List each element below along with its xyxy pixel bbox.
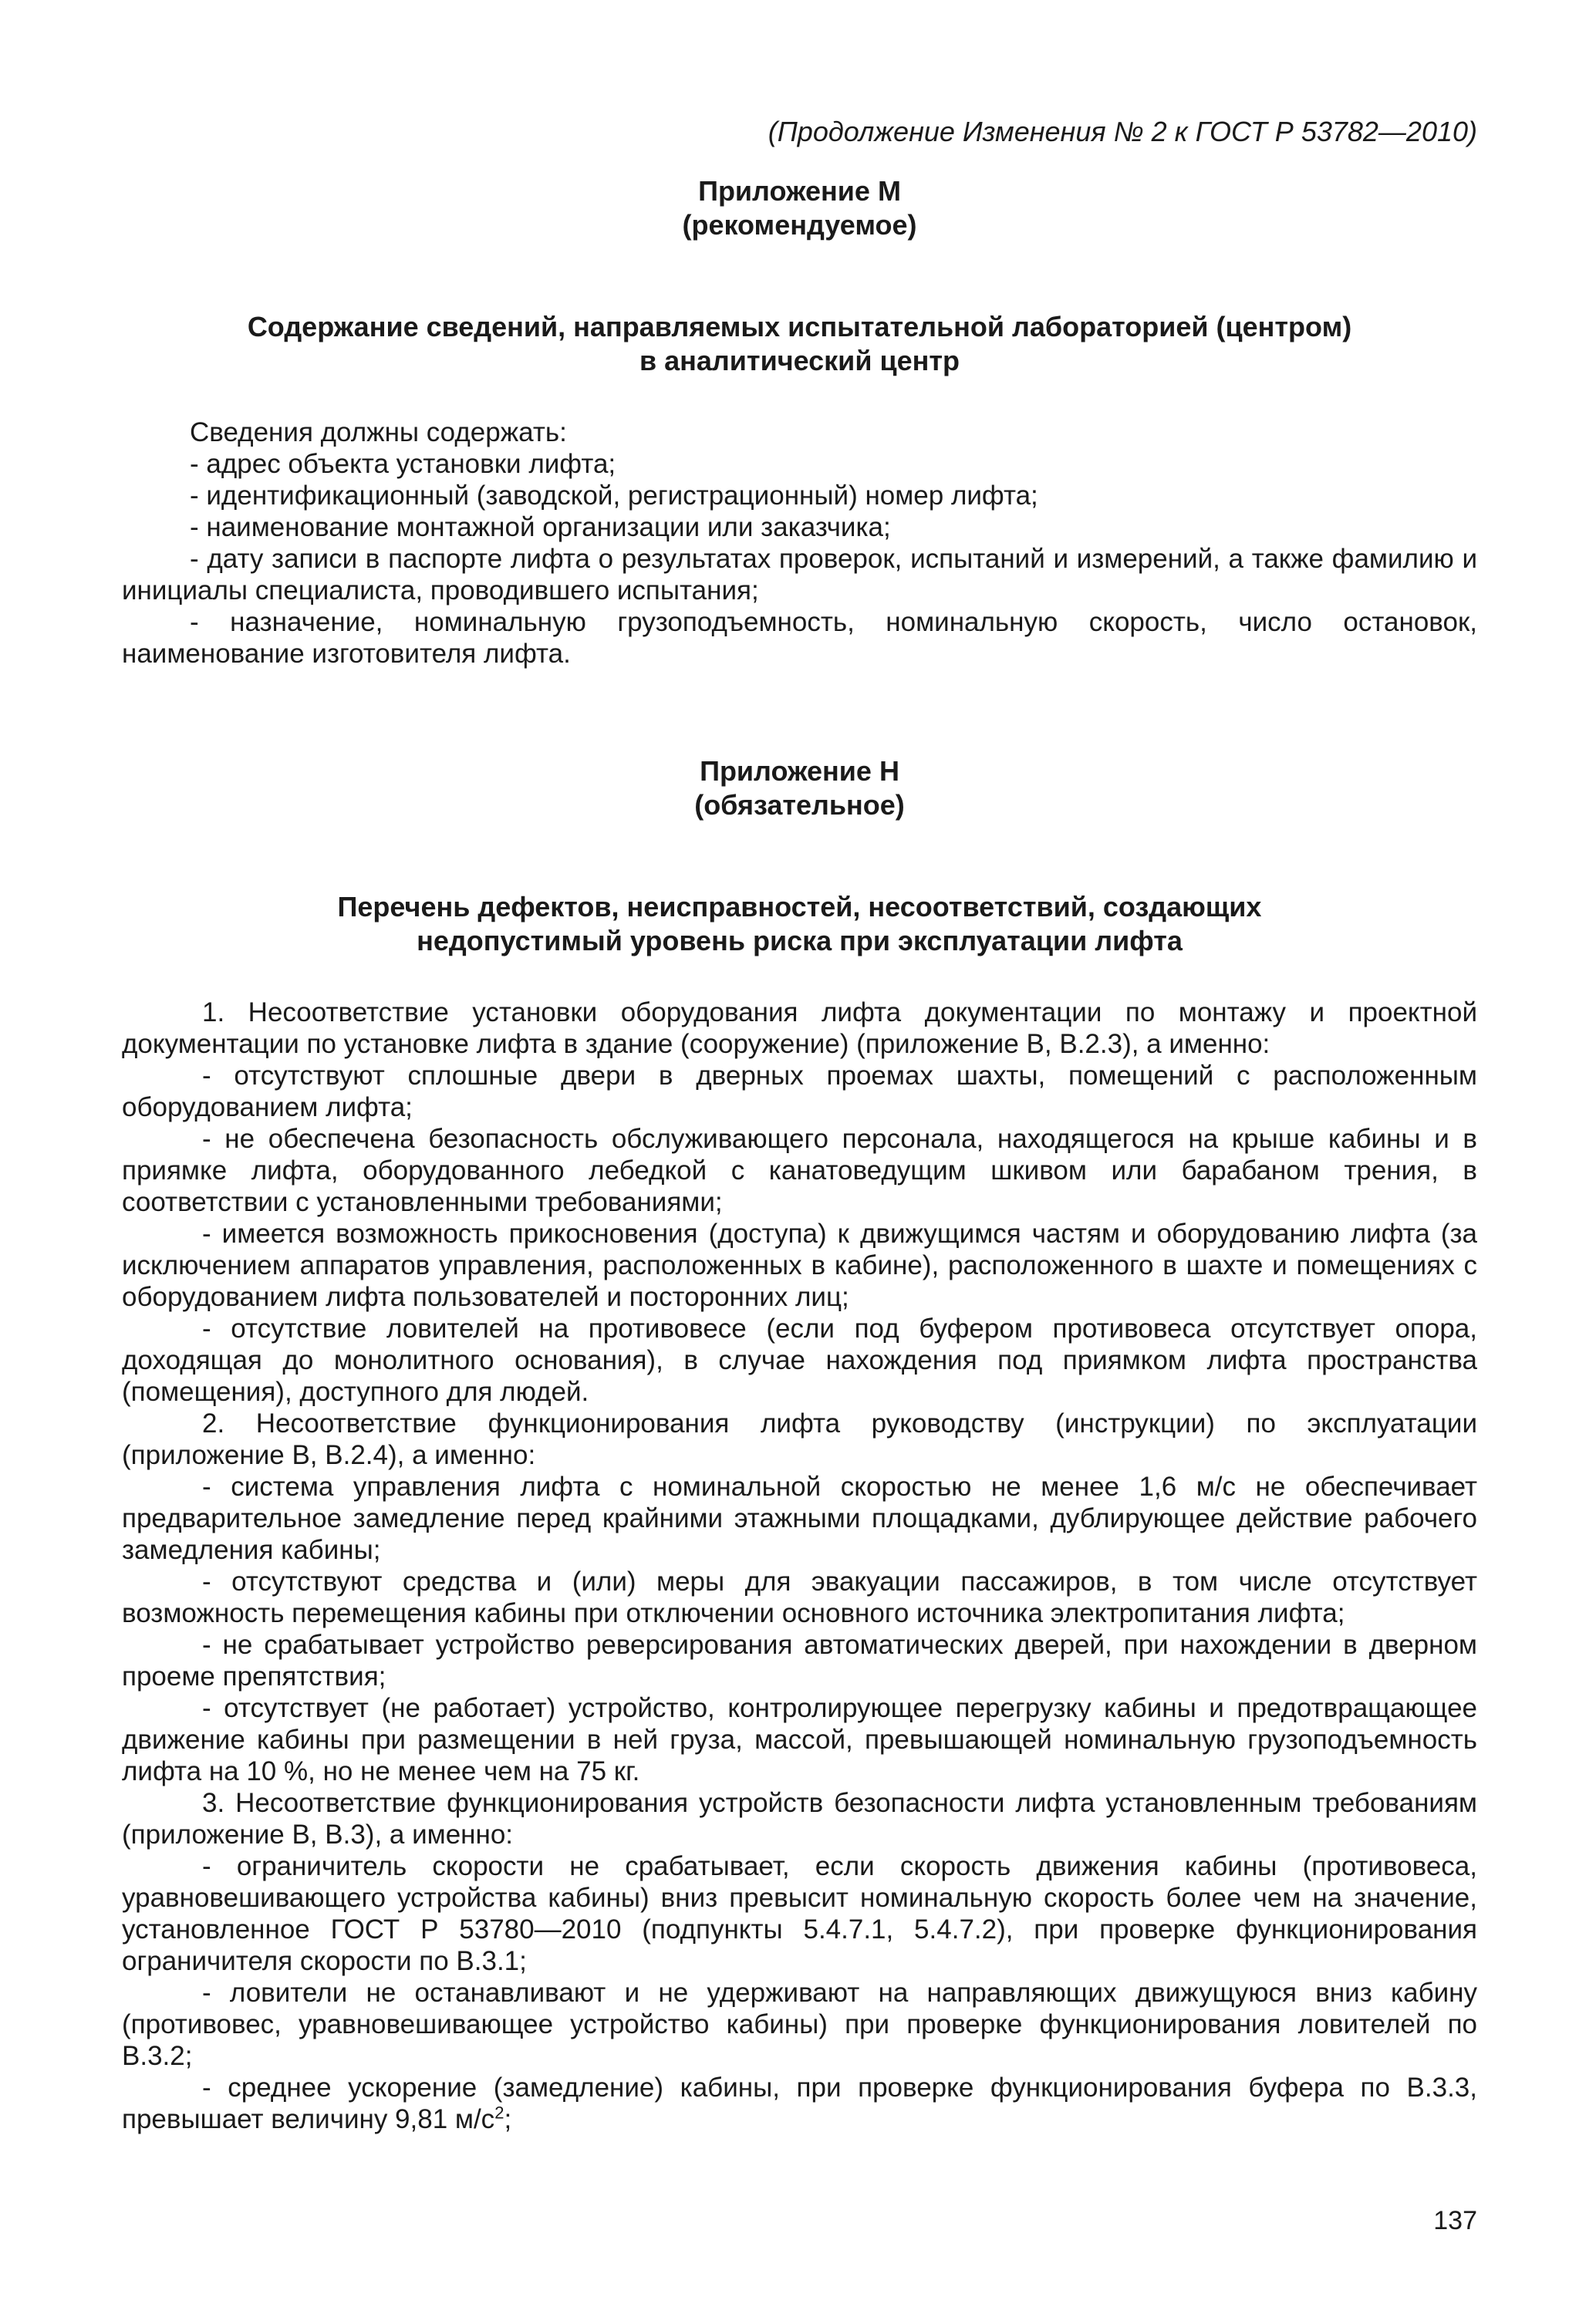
appendix-m-title: Приложение М (698, 175, 901, 207)
page-number: 137 (1433, 2206, 1477, 2235)
appendix-m-item: - адрес объекта установки лифта; (190, 449, 616, 479)
clause-3-item-last (122, 2072, 1477, 2135)
appendix-m-heading-line1: Содержание сведений, направляемых испытательной лабораторией (центром) (247, 311, 1352, 342)
appendix-m-item: - назначение, номинальную грузоподъемность, номинальную скорость, число остановок, наименование изготовителя лифта. (122, 607, 1477, 669)
clause-3-item-last-end: ; (504, 2104, 512, 2134)
clause-3-item: - ловители не останавливают и не удерживают на направляющих движущуюся вниз кабину (противовес, уравновешивающее устройство кабины) при проверке функционирования ловителей по В.3.2; (122, 1978, 1477, 2071)
appendix-m-heading-line2: в аналитический центр (639, 345, 960, 376)
clause-3-item: - ограничитель скорости не срабатывает, если скорость движения кабины (противовеса, уравновешивающего устройства кабины) вниз превысит номинальную скорость более чем на значение, установленное ГОСТ Р 53780—2010 (подпункты 5.4.7.1, 5.4.7.2), при проверке функционирования ограничителя скорости по В.3.1; (122, 1851, 1477, 1976)
appendix-n-heading-line2: недопустимый уровень риска при эксплуатации лифта (417, 925, 1183, 956)
unit-exponent: 2 (494, 2103, 504, 2123)
appendix-m-item: - наименование монтажной организации или заказчика; (190, 512, 891, 542)
clause-1-item: - отсутствуют сплошные двери в дверных проемах шахты, помещений с расположенным оборудованием лифта; (122, 1061, 1477, 1122)
document-page (122, 116, 1477, 2135)
clause-3: 3. Несоответствие функционирования устройств безопасности лифта установленным требованиям (приложение В, В.3), а именно: (122, 1788, 1477, 1850)
appendix-n-heading-line1: Перечень дефектов, неисправностей, несоответствий, создающих (337, 891, 1262, 923)
clause-1-item: - отсутствие ловителей на противовесе (если под буфером противовеса отсутствует опора, доходящая до монолитного основания), в случае нахождения под приямком лифта пространства (помещения), доступного для людей. (122, 1314, 1477, 1407)
clause-3-item-last-text: - среднее ускорение (замедление) кабины, при проверке функционирования буфера по В.3.3, превышает величину 9,81 м/с (122, 2073, 1477, 2134)
clause-1-item: - имеется возможность прикосновения (доступа) к движущимся частям и оборудованию лифта (за исключением аппаратов управления, расположенных в кабине), расположенного в шахте и помещениях с оборудованием лифта пользователей и посторонних лиц; (122, 1219, 1477, 1312)
appendix-m-heading (122, 310, 1477, 378)
clause-2-item: - отсутствуют средства и (или) меры для эвакуации пассажиров, в том числе отсутствует возможность перемещения кабины при отключении основного источника электропитания лифта; (122, 1567, 1477, 1628)
appendix-m-intro: Сведения должны содержать: (190, 417, 567, 447)
appendix-n-body (122, 997, 1477, 2135)
appendix-n-title: Приложение Н (700, 755, 899, 787)
appendix-m-item: - идентификационный (заводской, регистрационный) номер лифта; (190, 481, 1038, 511)
clause-2: 2. Несоответствие функционирования лифта руководству (инструкции) по эксплуатации (приложение В, В.2.4), а именно: (122, 1408, 1477, 1470)
clause-2-item: - не срабатывает устройство реверсирования автоматических дверей, при нахождении в дверном проеме препятствия; (122, 1630, 1477, 1692)
clause-2-item: - система управления лифта с номинальной скоростью не менее 1,6 м/с не обеспечивает предварительное замедление перед крайними этажными площадками, дублирующее действие рабочего замедления кабины; (122, 1472, 1477, 1565)
appendix-m-status: (рекомендуемое) (682, 209, 917, 241)
appendix-n-status: (обязательное) (694, 789, 905, 821)
appendix-m-body (122, 417, 1477, 670)
appendix-n-heading (122, 890, 1477, 958)
clause-1-item: - не обеспечена безопасность обслуживающего персонала, находящегося на крыше кабины и в приямке лифта, оборудованного лебедкой с канатоведущим шкивом или барабаном трения, в соответствии с установленными требованиями; (122, 1124, 1477, 1217)
clause-1: 1. Несоответствие установки оборудования лифта документации по монтажу и проектной документации по установке лифта в здание (сооружение) (приложение В, В.2.3), а именно: (122, 997, 1477, 1059)
clause-2-item: - отсутствует (не работает) устройство, контролирующее перегрузку кабины и предотвращающее движение кабины при размещении в ней груза, массой, превышающей номинальную грузоподъемность лифта на 10 %, но не менее чем на 75 кг. (122, 1693, 1477, 1786)
appendix-m-item: - дату записи в паспорте лифта о результатах проверок, испытаний и измерений, а также фамилию и инициалы специалиста, проводившего испытания; (122, 544, 1477, 605)
running-header: (Продолжение Изменения № 2 к ГОСТ Р 53782—2010) (768, 116, 1477, 147)
